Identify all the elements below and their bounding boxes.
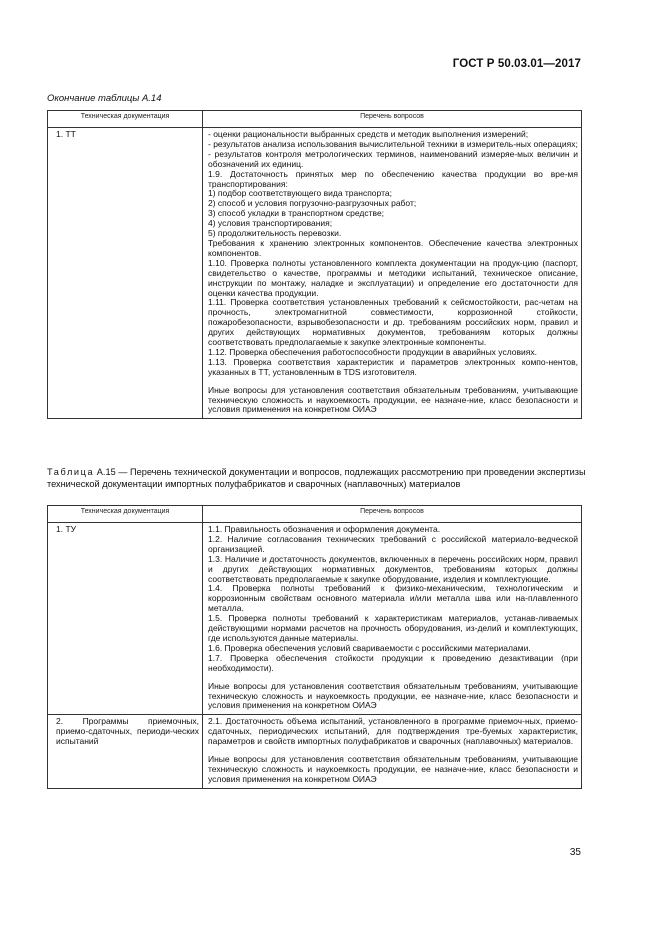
question-item: 4) условия транспортирования; [208, 218, 333, 229]
table-label: Таблица [47, 467, 95, 477]
column-header-questions: Перечень вопросов [203, 111, 582, 128]
row-doc-name: 1. ТУ [48, 523, 203, 715]
row-doc-name: 2. Программы приемочных, приемо-сдаточных, периоди-ческих испытаний [48, 715, 203, 788]
question-closing: Иные вопросы для установления соответствия обязательным требованиям, учитывающие техническую сложность и наукоемкость продукции, ее назначе-ние, класс безопасности и условия применения на конкретном ОИАЭ [208, 680, 578, 711]
row-questions [203, 715, 582, 788]
question-item: Требования к хранению электронных компонентов. Обеспечение качества электронных компонентов. [208, 237, 578, 258]
table-a15-caption [47, 466, 587, 490]
question-item: 1.2. Наличие согласования технических требований с российской материало-ведческой организацией. [208, 533, 578, 554]
question-item: 1.3. Наличие и достаточность документов, включенных в перечень российских норм, правил и других действующих нормативных документов, требованиям которых должны соответствовать предполагаемые к закупке оборудование, изделия и комплектующие. [208, 553, 578, 584]
question-item: - оценки рациональности выбранных средств и методик выполнения измерений; [208, 129, 529, 139]
table-header-row [48, 111, 582, 128]
row-questions [203, 128, 582, 419]
question-closing: Иные вопросы для установления соответствия обязательным требованиям, учитывающие техническую сложность и наукоемкость продукции, ее назначе-ние, класс безопасности и условия применения на конкретном ОИАЭ [208, 754, 578, 784]
page-number: 35 [569, 847, 581, 858]
table-row [48, 128, 582, 419]
column-header-questions: Перечень вопросов [203, 506, 582, 523]
question-item: - результатов контроля метрологических терминов, наименований измеряе-мых величин и обозначений их единиц. [208, 148, 578, 169]
row-questions [203, 523, 582, 715]
question-item: 1.13. Проверка соответствия характеристик и параметров электронных компо-нентов, указанных в ТТ, установленным в TDS изготовителя. [208, 356, 578, 377]
table-a15 [47, 505, 582, 789]
table-a14 [47, 110, 582, 419]
question-item: 1.5. Проверка полноты требований к характеристикам материалов, устанав-ливаемых действующими нормами расчетов на прочность оборудования, из-делий и комплектующих, где используются данные материалы. [208, 613, 578, 643]
question-item: 3) способ укладки в транспортном средстве; [208, 208, 385, 219]
question-item: 1.4. Проверка полноты требований к физико-механическим, технологическим и коррозионным свойствам основного материала и/или металла шва или на-плавленного металла. [208, 583, 578, 614]
question-item: 2.1. Достаточность объема испытаний, установленного в программе приемоч-ных, приемо-сдаточных, периодических испытаний, для подтверждения тре-буемых характеристик, параметров и свойств импортных полуфабрикатов и сварочных (наплавочных) материалов. [208, 716, 578, 747]
question-closing: Иные вопросы для установления соответствия обязательным требованиям, учитывающие техническую сложность и наукоемкость продукции, ее назначе-ние, класс безопасности и условия применения на конкретном ОИАЭ [208, 384, 578, 415]
question-item: 1.12. Проверка обеспечения работоспособности продукции в аварийных условиях. [208, 346, 537, 357]
table-number: А.15 [96, 467, 116, 477]
table-row [48, 523, 582, 715]
question-item: 5) продолжительность перевозки. [208, 228, 342, 239]
question-item: 1) подбор соответствующего вида транспорта; [208, 188, 392, 199]
document-code: ГОСТ Р 50.03.01—2017 [452, 58, 581, 70]
table-row [48, 715, 582, 788]
column-header-documentation: Техническая документация [48, 506, 203, 523]
question-item: 1.1. Правильность обозначения и оформления документа. [208, 524, 441, 534]
question-item: 1.10. Проверка полноты установленного комплекта документации на продук-цию (паспорт, свидетельство о качестве, программы и методики испытаний, техническое описание, инструкции по монтажу, наладке и эксплуатации) и определение его достаточности для оценки качества продукции. [208, 257, 578, 298]
row-doc-name: 1. ТТ [48, 128, 203, 419]
question-item: 2) способ и условия погрузочно-разгрузочных работ; [208, 198, 417, 209]
question-item: 1.9. Достаточность принятых мер по обеспечению качества продукции во вре-мя транспортирования: [208, 168, 578, 189]
question-item: 1.11. Проверка соответствия установленных требований к сейсмостойкости, рас-четам на прочность, электромагнитной совместимости, коррозионной стойкости, пожаробезопасности, взрывобезопасности и др. требованиям российских норм, правил и других действующих нормативных документов, требованиям которых должны соответствовать предполагаемые к закупке электронные компоненты. [208, 297, 578, 348]
table-header-row [48, 506, 582, 523]
table-a14-continuation-caption: Окончание таблицы А.14 [47, 93, 162, 104]
table-title: — Перечень технической документации и вопросов, подлежащих рассмотрению при проведении экспертизы технической документации импортных полуфабрикатов и сварочных (наплавочных) материалов [47, 467, 586, 489]
question-item: - результатов анализа использования вычислительной техники в измеритель-ных операциях; [208, 138, 578, 149]
question-item: 1.7. Проверка обеспечения стойкости продукции к проведению дезактивации (при необходимости). [208, 652, 578, 673]
question-item: 1.6. Проверка обеспечения условий свариваемости с российскими материалами. [208, 642, 531, 653]
column-header-documentation: Техническая документация [48, 111, 203, 128]
